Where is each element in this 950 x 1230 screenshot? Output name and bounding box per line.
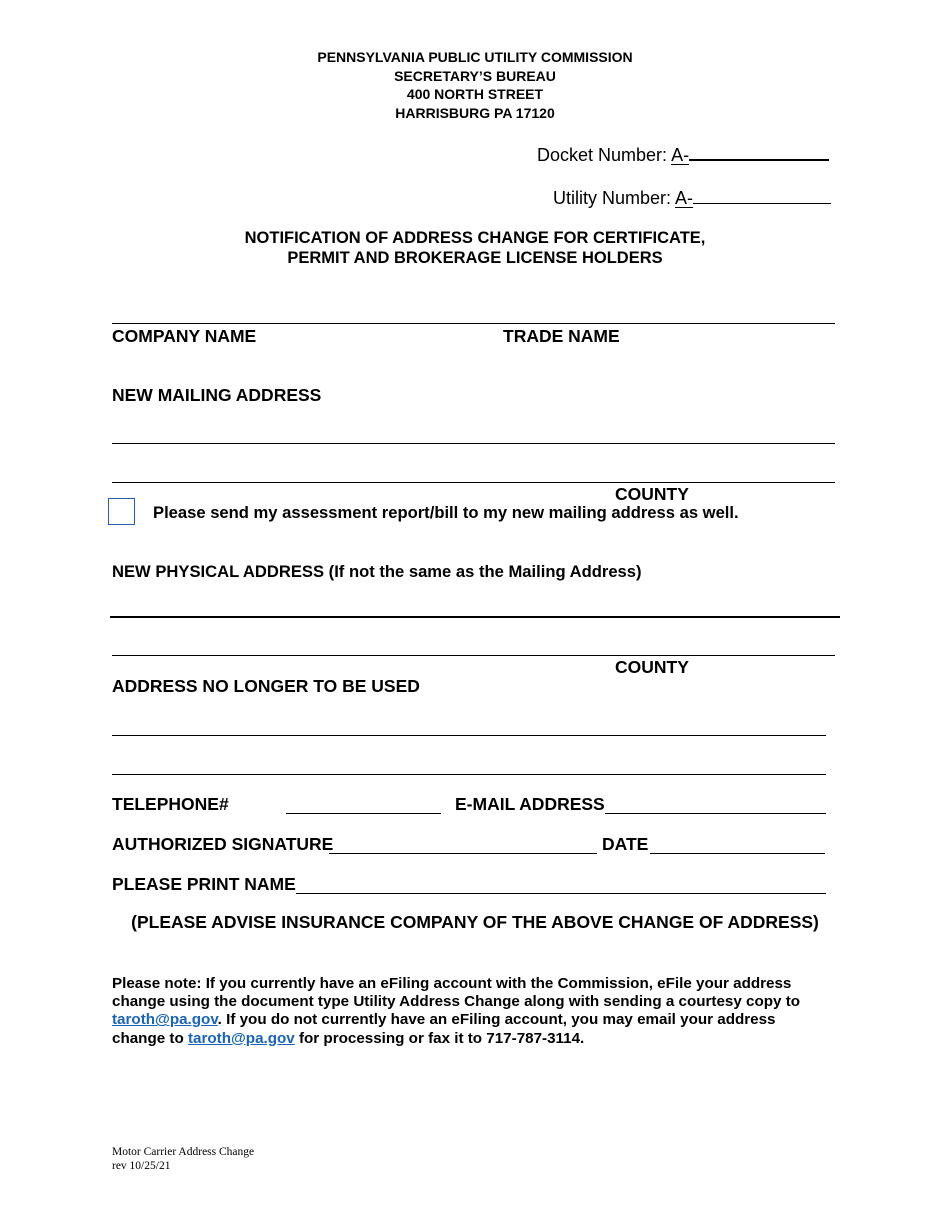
address-no-longer-used-label: ADDRESS NO LONGER TO BE USED — [112, 676, 420, 696]
mailing-address-line-1[interactable] — [112, 443, 835, 444]
utility-number-field[interactable] — [693, 203, 831, 204]
new-mailing-address-label: NEW MAILING ADDRESS — [112, 385, 322, 405]
header-line-3: 400 NORTH STREET — [406, 86, 544, 102]
county-label-physical: COUNTY — [615, 657, 689, 677]
physical-address-line-2[interactable] — [112, 655, 835, 656]
email-label: E-MAIL ADDRESS — [455, 794, 605, 814]
utility-number-prefix: A- — [675, 188, 694, 208]
telephone-field[interactable] — [286, 813, 441, 814]
authorized-signature-label: AUTHORIZED SIGNATURE — [112, 834, 334, 854]
assessment-bill-checkbox[interactable] — [108, 498, 135, 525]
utility-number-label: Utility Number: — [553, 188, 672, 208]
old-address-line-2[interactable] — [112, 774, 826, 775]
header-line-1: PENNSYLVANIA PUBLIC UTILITY COMMISSION — [317, 49, 633, 65]
print-name-field[interactable] — [296, 893, 826, 894]
mailing-address-line-2[interactable] — [112, 482, 835, 483]
date-label: DATE — [602, 834, 649, 854]
header-line-2: SECRETARY’S BUREAU — [394, 67, 556, 84]
assessment-bill-checkbox-label: Please send my assessment report/bill to my new mailing address as well. — [153, 503, 739, 522]
insurance-notice: (PLEASE ADVISE INSURANCE COMPANY OF THE ABOVE CHANGE OF ADDRESS) — [131, 912, 819, 932]
note-text-3: for processing or fax it to 717-787-3114. — [294, 1029, 585, 1047]
trade-name-label: TRADE NAME — [503, 326, 620, 346]
company-name-label: COMPANY NAME — [112, 326, 257, 346]
docket-number-row — [537, 144, 829, 166]
form-title-line-1: NOTIFICATION OF ADDRESS CHANGE FOR CERTIFICATE, — [244, 229, 706, 247]
county-label-mailing: COUNTY — [615, 484, 689, 504]
docket-number-prefix: A- — [671, 145, 690, 165]
old-address-line-1[interactable] — [112, 735, 826, 736]
email-link-1[interactable]: taroth@pa.gov — [112, 1011, 218, 1029]
docket-number-field[interactable] — [689, 159, 829, 161]
efiling-note — [112, 975, 832, 1048]
form-title-line-2: PERMIT AND BROKERAGE LICENSE HOLDERS — [287, 249, 663, 267]
footer-revision: rev 10/25/21 — [112, 1160, 171, 1172]
note-text-2: . If you do not currently have an eFiling account, you may email your address change to — [112, 1011, 776, 1047]
email-field[interactable] — [605, 813, 826, 814]
telephone-label: TELEPHONE# — [112, 794, 229, 814]
utility-number-row — [553, 187, 831, 209]
physical-address-line-1[interactable] — [110, 616, 840, 618]
date-field[interactable] — [650, 853, 825, 854]
print-name-label: PLEASE PRINT NAME — [112, 874, 296, 894]
new-physical-address-label: NEW PHYSICAL ADDRESS (If not the same as the Mailing Address) — [112, 562, 642, 581]
company-name-line[interactable] — [112, 323, 835, 324]
note-text-1: Please note: If you currently have an eFiling account with the Commission, eFile your address change using the document type Utility Address Change along with sending a courtesy copy to — [112, 975, 801, 1011]
authorized-signature-field[interactable] — [329, 853, 597, 854]
docket-number-label: Docket Number: — [537, 145, 668, 165]
email-link-2[interactable]: taroth@pa.gov — [187, 1029, 295, 1047]
footer-form-name: Motor Carrier Address Change — [112, 1146, 255, 1158]
header-line-4: HARRISBURG PA 17120 — [395, 104, 555, 121]
